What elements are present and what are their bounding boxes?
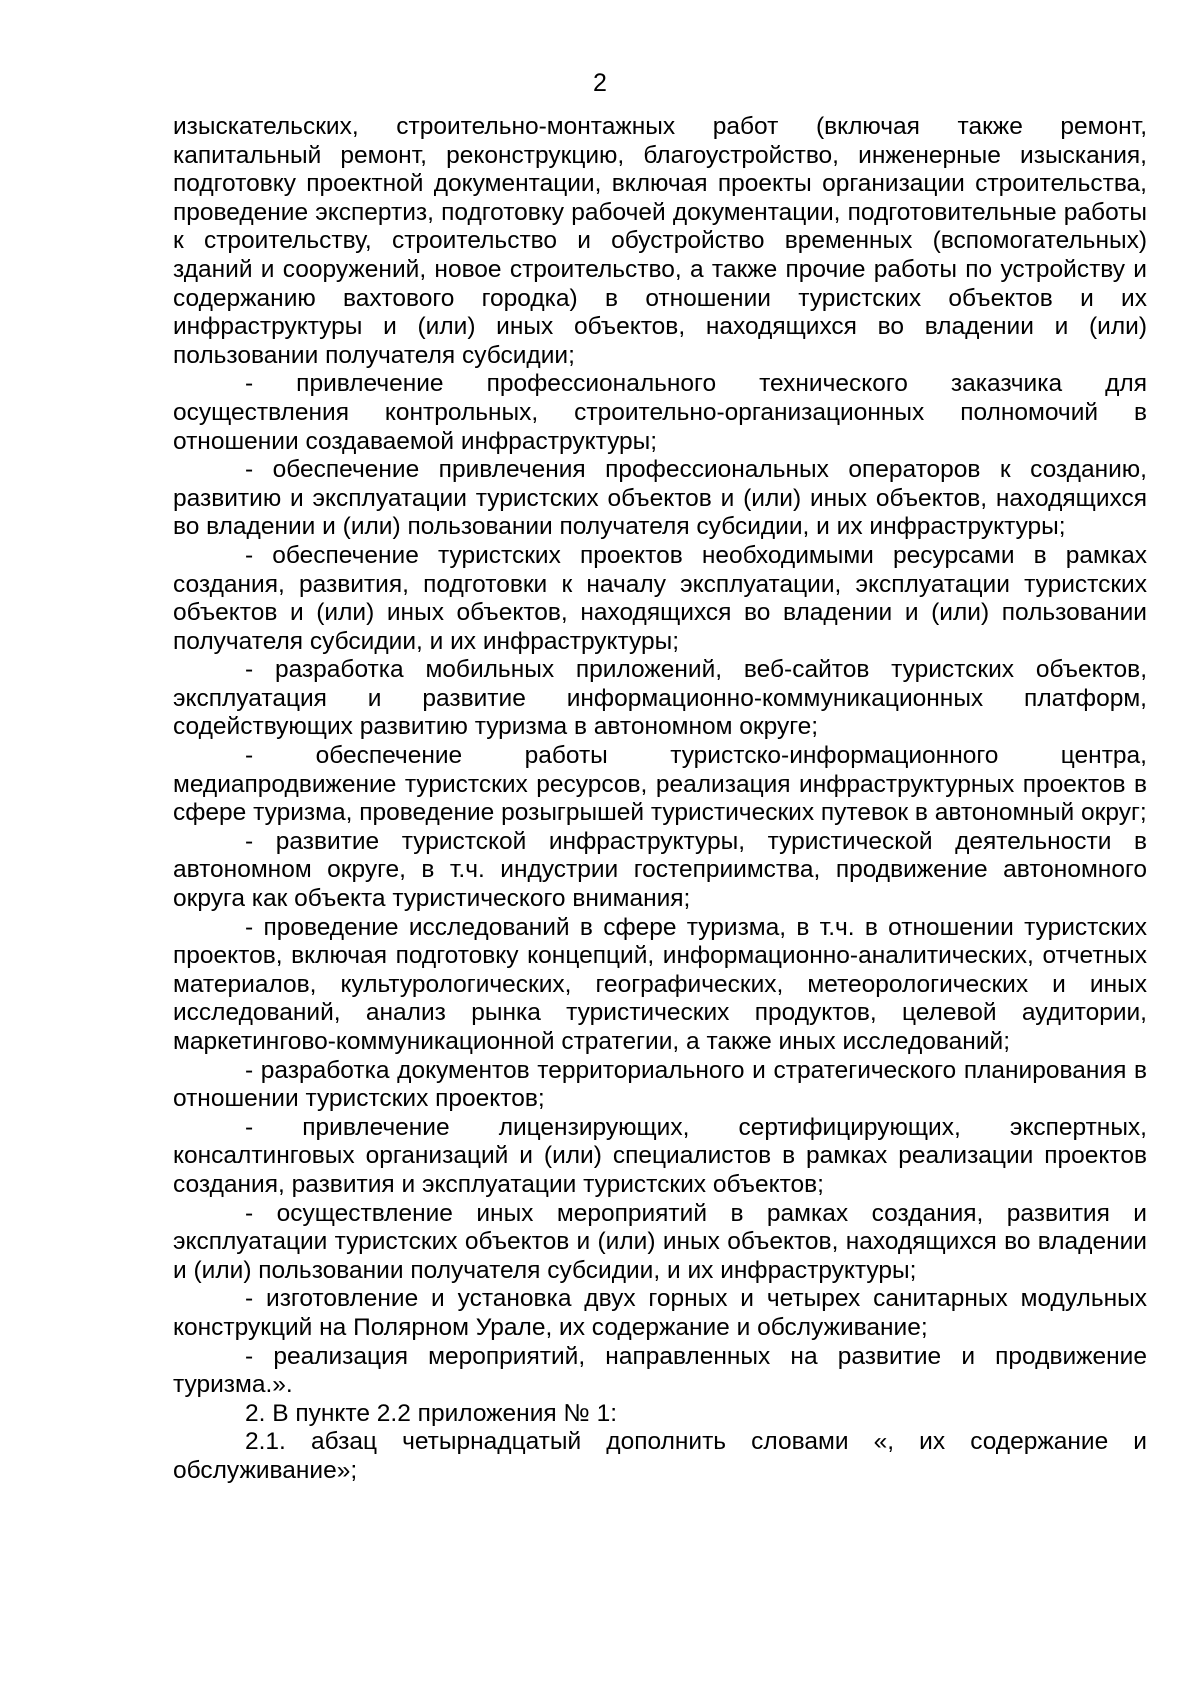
- paragraph-modular-structures: - изготовление и установка двух горных и четырех санитарных модульных конструкций на Полярном Урале, их содержание и обслуживание;: [173, 1285, 1147, 1341]
- page-number: 2: [593, 69, 607, 97]
- paragraph-item-2: 2. В пункте 2.2 приложения № 1:: [245, 1399, 617, 1427]
- paragraph-technical-customer: - привлечение профессионального технического заказчика для осуществления контрольных, строительно-организационных полномочий в отношении создаваемой инфраструктуры;: [173, 370, 1147, 455]
- paragraph-consulting-organizations: - привлечение лицензирующих, сертифицирующих, экспертных, консалтинговых организаций и (или) специалистов в рамках реализации проектов создания, развития и эксплуатации туристских объектов;: [173, 1113, 1147, 1198]
- paragraph-continuation: изыскательских, строительно-монтажных работ (включая также ремонт, капитальный ремонт, реконструкцию, благоустройство, инженерные изыскания, подготовку проектной документации, включая проекты организации строительства, проведение экспертиз, подготовку рабочей документации, подготовительные работы к строительству, строительство и обустройство временных (вспомогательных) зданий и сооружений, новое строительство, а также прочие работы по устройству и содержанию вахтового городка) в отношении туристских объектов и их инфраструктуры и (или) иных объектов, находящихся во владении и (или) пользовании получателя субсидии;: [173, 113, 1147, 369]
- paragraph-tourism-promotion: - реализация мероприятий, направленных на развитие и продвижение туризма.».: [173, 1342, 1147, 1399]
- paragraph-planning-documents: - разработка документов территориального и стратегического планирования в отношении туристских проектов;: [173, 1056, 1147, 1113]
- paragraph-mobile-apps: - разработка мобильных приложений, веб-сайтов туристских объектов, эксплуатация и развитие информационно-коммуникационных платформ, содействующих развитию туризма в автономном округе;: [173, 656, 1147, 741]
- paragraph-research: - проведение исследований в сфере туризма, в т.ч. в отношении туристских проектов, включая подготовку концепций, информационно-аналитических, отчетных материалов, культурологических, географических, метеорологических и иных исследований, анализ рынка туристических продуктов, целевой аудитории, маркетингово-коммуникационной стратегии, а также иных исследований;: [173, 913, 1147, 1055]
- paragraph-infrastructure-development: - развитие туристской инфраструктуры, туристической деятельности в автономном округе, в т.ч. индустрии гостеприимства, продвижение автономного округа как объекта туристического внимания;: [173, 827, 1147, 913]
- paragraph-item-2-1: 2.1. абзац четырнадцатый дополнить словами «, их содержание и обслуживание»;: [173, 1428, 1147, 1484]
- paragraph-tourist-info-center: - обеспечение работы туристско-информационного центра, медиапродвижение туристских ресурсов, реализация инфраструктурных проектов в сфере туризма, проведение розыгрышей туристических путевок в автономный округ;: [173, 742, 1147, 827]
- document-body: [173, 113, 1147, 1486]
- paragraph-resources: - обеспечение туристских проектов необходимыми ресурсами в рамках создания, развития, подготовки к началу эксплуатации, эксплуатации туристских объектов и (или) иных объектов, находящихся во владении и (или) пользовании получателя субсидии, и их инфраструктуры;: [173, 541, 1147, 655]
- paragraph-professional-operators: - обеспечение привлечения профессиональных операторов к созданию, развитию и эксплуатации туристских объектов и (или) иных объектов, находящихся во владении и (или) пользовании получателя субсидии, и их инфраструктуры;: [173, 456, 1147, 541]
- paragraph-other-activities: - осуществление иных мероприятий в рамках создания, развития и эксплуатации туристских объектов и (или) иных объектов, находящихся во владении и (или) пользовании получателя субсидии, и их инфраструктуры;: [173, 1199, 1147, 1284]
